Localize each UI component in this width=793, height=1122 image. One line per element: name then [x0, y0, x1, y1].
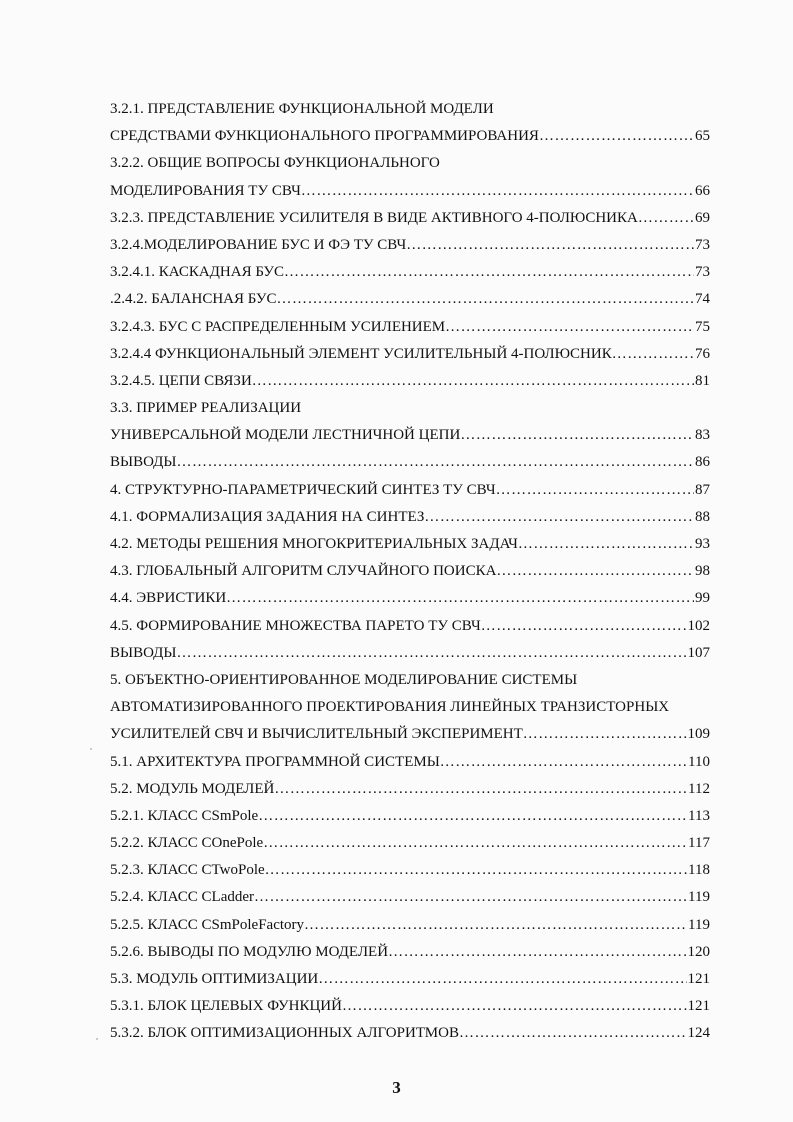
toc-entry [110, 830, 710, 857]
dot-leader [440, 749, 687, 776]
toc-entry [110, 1020, 710, 1047]
toc-entry-leader-line [110, 558, 710, 585]
toc-entry-page: 107 [687, 644, 710, 661]
toc-entry-title: 5.2.1. КЛАСС CSmPole [110, 807, 259, 824]
toc-entry [110, 966, 710, 993]
toc-entry-leader-line [110, 966, 710, 993]
toc-entry-title: 3.2.4.МОДЕЛИРОВАНИЕ БУС И ФЭ ТУ СВЧ [110, 236, 407, 253]
dot-leader [254, 884, 687, 911]
toc-entry-title: УСИЛИТЕЛЕЙ СВЧ И ВЫЧИСЛИТЕЛЬНЫЙ ЭКСПЕРИМЕНТ [110, 726, 523, 743]
toc-entry-leader-line [110, 123, 710, 150]
toc-entry-title: 3.2.4.1. КАСКАДНАЯ БУС [110, 264, 285, 281]
toc-entry [110, 395, 710, 449]
toc-entry-leader-line [110, 749, 710, 776]
toc-entry-leader-line [110, 993, 710, 1020]
toc-entry-leader-line [110, 477, 710, 504]
dot-leader [177, 640, 687, 667]
toc-entry-leader-line [110, 640, 710, 667]
toc-entry-title: 3.2.4.4 ФУНКЦИОНАЛЬНЫЙ ЭЛЕМЕНТ УСИЛИТЕЛЬНЫЙ 4-ПОЛЮСНИК [110, 345, 612, 362]
toc-entry-leader-line [110, 1020, 710, 1047]
scan-speck [90, 748, 92, 750]
toc-entry-page: 76 [695, 345, 710, 362]
toc-entry-page: 87 [695, 481, 710, 498]
toc-entry-leader-line [110, 912, 710, 939]
toc-entry-title: 4.5. ФОРМИРОВАНИЕ МНОЖЕСТВА ПАРЕТО ТУ СВЧ [110, 617, 481, 634]
dot-leader [318, 966, 686, 993]
toc-entry-leader-line [110, 857, 710, 884]
dot-leader [539, 123, 694, 150]
dot-leader [263, 830, 687, 857]
dot-leader [523, 721, 687, 748]
dot-leader [496, 558, 694, 585]
toc-entry [110, 749, 710, 776]
toc-entry-leader-line [110, 368, 710, 395]
toc-entry-page: 119 [688, 916, 710, 933]
toc-entry-page: 69 [695, 209, 710, 226]
toc-entry-page: 121 [687, 998, 710, 1015]
toc-entry-title: 4.2. МЕТОДЫ РЕШЕНИЯ МНОГОКРИТЕРИАЛЬНЫХ ЗАДАЧ [110, 536, 518, 552]
toc-entry-text: 3.2.1. ПРЕДСТАВЛЕНИЕ ФУНКЦИОНАЛЬНОЙ МОДЕЛИ [110, 101, 494, 117]
toc-entry-page: 93 [695, 536, 710, 552]
toc-entry-leader-line [110, 884, 710, 911]
toc-entry [110, 585, 710, 612]
toc-entry-title: 5.2.4. КЛАСС CLadder [110, 889, 255, 906]
toc-entry-leader-line [110, 721, 710, 748]
dot-leader [252, 368, 694, 395]
toc-entry-page: 74 [695, 291, 710, 308]
toc-entry-title: 5.2.2. КЛАСС COnePole [110, 835, 264, 852]
toc-entry [110, 857, 710, 884]
toc-entry-leader-line [110, 939, 710, 966]
toc-entry-title: .2.4.2. БАЛАНСНАЯ БУС [110, 291, 277, 308]
toc-entry-title-line [110, 96, 710, 123]
dot-leader [258, 803, 687, 830]
toc-entry [110, 803, 710, 830]
toc-entry-page: 73 [695, 264, 710, 281]
toc-entry [110, 884, 710, 911]
toc-entry-page: 112 [688, 780, 710, 797]
dot-leader [424, 504, 694, 531]
dot-leader [284, 259, 694, 286]
toc-entry [110, 232, 710, 259]
toc-entry-title-line [110, 667, 710, 694]
toc-entry-leader-line [110, 178, 710, 205]
dot-leader [460, 422, 694, 449]
dot-leader [496, 477, 694, 504]
table-of-contents [110, 96, 710, 1048]
dot-leader [518, 531, 694, 558]
toc-entry-title: 5.2.5. КЛАСС CSmPoleFactory [110, 916, 305, 933]
toc-entry-page: 81 [695, 372, 710, 389]
dot-leader [481, 613, 687, 640]
toc-entry-page: 121 [687, 971, 710, 987]
toc-entry-title: 5.2.6. ВЫВОДЫ ПО МОДУЛЮ МОДЕЛЕЙ [110, 943, 389, 960]
toc-entry-title: СРЕДСТВАМИ ФУНКЦИОНАЛЬНОГО ПРОГРАММИРОВАНИЯ [110, 128, 539, 145]
toc-entry-page: 88 [695, 508, 710, 525]
toc-entry [110, 912, 710, 939]
toc-entry-leader-line [110, 286, 710, 313]
toc-entry-page: 99 [695, 590, 710, 607]
toc-entry [110, 205, 710, 232]
toc-entry-page: 66 [695, 182, 710, 199]
toc-entry [110, 776, 710, 803]
toc-entry [110, 341, 710, 368]
toc-entry-title: 4.3. ГЛОБАЛЬНЫЙ АЛГОРИТМ СЛУЧАЙНОГО ПОИСКА [110, 563, 497, 580]
toc-entry-page: 117 [688, 835, 710, 852]
dot-leader [445, 314, 694, 341]
toc-entry [110, 939, 710, 966]
toc-entry-page: 83 [695, 427, 710, 444]
toc-entry-text: АВТОМАТИЗИРОВАННОГО ПРОЕКТИРОВАНИЯ ЛИНЕЙНЫХ ТРАНЗИСТОРНЫХ [110, 699, 670, 716]
page-number: 3 [392, 1078, 401, 1097]
toc-entry [110, 286, 710, 313]
toc-entry-leader-line [110, 422, 710, 449]
toc-entry-page: 119 [688, 889, 710, 906]
toc-entry-title: ВЫВОДЫ [110, 454, 177, 471]
toc-entry [110, 667, 710, 749]
toc-entry-leader-line [110, 585, 710, 612]
toc-entry [110, 531, 710, 558]
toc-entry-leader-line [110, 613, 710, 640]
toc-entry [110, 613, 710, 640]
dot-leader [304, 912, 687, 939]
toc-entry-page: 118 [688, 862, 710, 879]
toc-entry-leader-line [110, 504, 710, 531]
dot-leader [177, 449, 695, 476]
toc-entry-page: 65 [695, 128, 710, 145]
toc-entry-page: 102 [687, 617, 710, 634]
toc-entry-title: 4. СТРУКТУРНО-ПАРАМЕТРИЧЕСКИЙ СИНТЕЗ ТУ СВЧ [110, 481, 496, 498]
toc-entry [110, 558, 710, 585]
dot-leader [459, 1020, 687, 1047]
toc-entry-title: 4.4. ЭВРИСТИКИ [110, 590, 227, 607]
toc-entry-title: УНИВЕРСАЛЬНОЙ МОДЕЛИ ЛЕСТНИЧНОЙ ЦЕПИ [110, 427, 461, 444]
toc-entry [110, 259, 710, 286]
dot-leader [276, 286, 694, 313]
toc-entry-leader-line [110, 776, 710, 803]
toc-entry-leader-line [110, 259, 710, 286]
dot-leader [274, 776, 687, 803]
toc-entry-page: 86 [695, 454, 710, 471]
toc-entry-page: 113 [688, 807, 710, 824]
scan-speck [96, 1038, 98, 1040]
toc-entry-title: 5.3. МОДУЛЬ ОПТИМИЗАЦИИ [110, 971, 319, 987]
toc-entry-leader-line [110, 830, 710, 857]
toc-entry [110, 477, 710, 504]
toc-entry-title: 3.2.3. ПРЕДСТАВЛЕНИЕ УСИЛИТЕЛЯ В ВИДЕ АКТИВНОГО 4-ПОЛЮСНИКА [110, 209, 638, 226]
dot-leader [638, 205, 694, 232]
toc-entry-leader-line [110, 341, 710, 368]
toc-entry-text: 3.3. ПРИМЕР РЕАЛИЗАЦИИ [110, 400, 302, 417]
toc-entry-title: МОДЕЛИРОВАНИЯ ТУ СВЧ [110, 182, 301, 199]
toc-entry [110, 993, 710, 1020]
toc-entry-title: 5.2. МОДУЛЬ МОДЕЛЕЙ [110, 780, 275, 797]
toc-entry [110, 150, 710, 204]
toc-entry-page: 110 [688, 753, 710, 770]
toc-entry-page: 124 [687, 1025, 710, 1042]
dot-leader [265, 857, 687, 884]
toc-entry-leader-line [110, 314, 710, 341]
toc-entry [110, 504, 710, 531]
toc-entry-leader-line [110, 205, 710, 232]
toc-entry-title: 5.3.2. БЛОК ОПТИМИЗАЦИОННЫХ АЛГОРИТМОВ [110, 1025, 459, 1042]
dot-leader [226, 585, 694, 612]
toc-entry-title: 4.1. ФОРМАЛИЗАЦИЯ ЗАДАНИЯ НА СИНТЕЗ [110, 508, 425, 525]
dot-leader [301, 178, 694, 205]
toc-entry [110, 96, 710, 150]
toc-entry [110, 640, 710, 667]
toc-entry [110, 368, 710, 395]
toc-entry-leader-line [110, 803, 710, 830]
dot-leader [406, 232, 694, 259]
toc-entry-title: 3.2.4.3. БУС С РАСПРЕДЕЛЕННЫМ УСИЛЕНИЕМ [110, 318, 446, 335]
toc-entry-title: ВЫВОДЫ [110, 644, 177, 661]
toc-entry [110, 449, 710, 476]
toc-entry-title-line [110, 150, 710, 177]
toc-entry-page: 120 [687, 943, 710, 960]
toc-entry-page: 75 [695, 318, 710, 335]
toc-entry-leader-line [110, 232, 710, 259]
toc-entry-text: 3.2.2. ОБЩИЕ ВОПРОСЫ ФУНКЦИОНАЛЬНОГО [110, 155, 440, 172]
toc-entry-title-line [110, 694, 710, 721]
toc-entry-leader-line [110, 449, 710, 476]
toc-entry-title: 5.2.3. КЛАСС CTwoPole [110, 862, 265, 879]
toc-entry-page: 73 [695, 236, 710, 253]
toc-entry-title: 5.1. АРХИТЕКТУРА ПРОГРАММНОЙ СИСТЕМЫ [110, 753, 440, 770]
toc-entry-title-line [110, 395, 710, 422]
dot-leader [388, 939, 686, 966]
toc-entry-leader-line [110, 531, 710, 558]
toc-entry-text: 5. ОБЪЕКТНО-ОРИЕНТИРОВАННОЕ МОДЕЛИРОВАНИЕ СИСТЕМЫ [110, 671, 578, 688]
dot-leader [612, 341, 694, 368]
toc-entry-page: 98 [695, 563, 710, 580]
dot-leader [342, 993, 687, 1020]
toc-entry-title: 3.2.4.5. ЦЕПИ СВЯЗИ [110, 372, 252, 389]
toc-entry-page: 109 [687, 726, 710, 743]
toc-entry [110, 314, 710, 341]
toc-entry-title: 5.3.1. БЛОК ЦЕЛЕВЫХ ФУНКЦИЙ [110, 998, 342, 1015]
